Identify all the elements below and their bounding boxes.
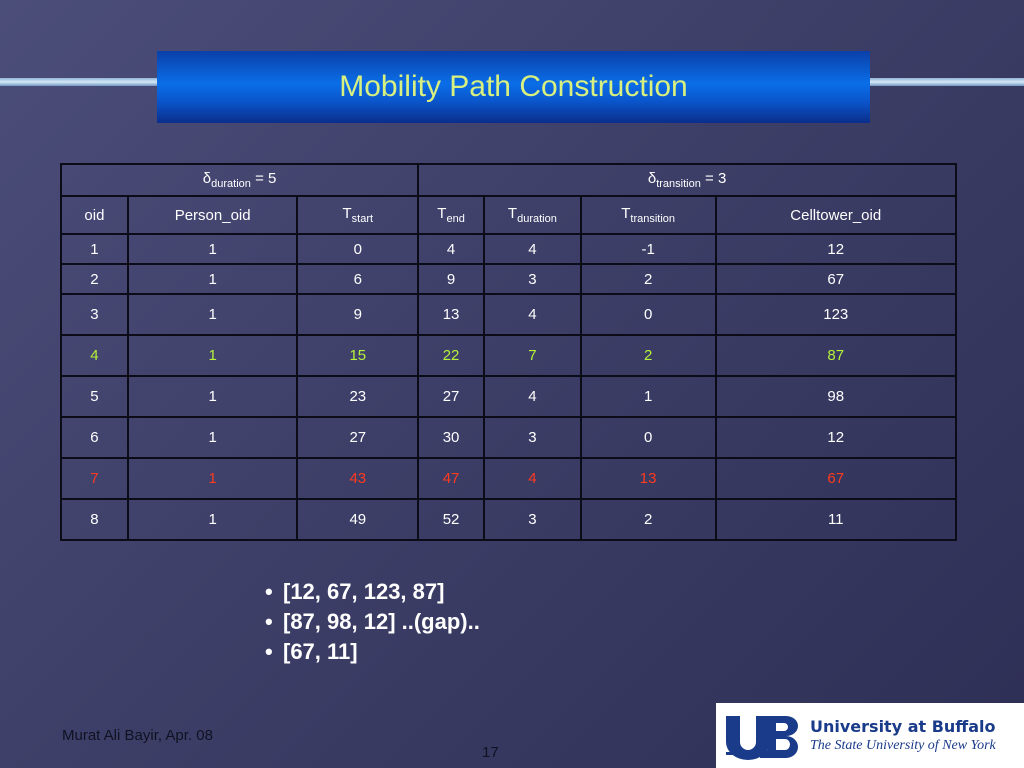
- cell-t-transition: 0: [581, 417, 716, 458]
- cell-t-transition: 2: [581, 335, 716, 376]
- logo-line-university: University at Buffalo: [810, 716, 996, 736]
- list-item: [265, 637, 480, 667]
- cell-t-start: 6: [297, 264, 418, 294]
- cell-t-start: 23: [297, 376, 418, 417]
- bullet-marker: •: [265, 639, 273, 664]
- cell-person-oid: 1: [128, 264, 298, 294]
- page-number: 17: [482, 744, 499, 761]
- column-header-oid: oid: [61, 196, 128, 234]
- title-banner: [157, 51, 870, 123]
- cell-oid: 6: [61, 417, 128, 458]
- column-header-t-start: $T_{start}$: [297, 196, 418, 234]
- cell-celltower-oid: 123: [716, 294, 957, 335]
- cell-t-transition: 13: [581, 458, 716, 499]
- cell-t-end: 47: [418, 458, 484, 499]
- column-header-t-end: $T_{end}$: [418, 196, 484, 234]
- cell-person-oid: 1: [128, 376, 298, 417]
- cell-celltower-oid: 67: [716, 264, 957, 294]
- table-row: [61, 417, 956, 458]
- cell-celltower-oid: 98: [716, 376, 957, 417]
- university-logo: [716, 703, 1024, 768]
- table-row-highlighted-red: [61, 458, 956, 499]
- cell-person-oid: 1: [128, 294, 298, 335]
- column-header-t-duration: $T_{duration}$: [484, 196, 581, 234]
- cell-t-duration: 3: [484, 264, 581, 294]
- cell-t-start: 9: [297, 294, 418, 335]
- bullet-list: [265, 577, 480, 667]
- cell-t-transition: -1: [581, 234, 716, 264]
- cell-celltower-oid: 12: [716, 234, 957, 264]
- cell-t-start: 27: [297, 417, 418, 458]
- table-row: [61, 234, 956, 264]
- cell-t-transition: 2: [581, 264, 716, 294]
- cell-t-start: 43: [297, 458, 418, 499]
- column-header-t-transition: $T_{transition}$: [581, 196, 716, 234]
- cell-oid: 5: [61, 376, 128, 417]
- cell-t-transition: 0: [581, 294, 716, 335]
- cell-celltower-oid: 12: [716, 417, 957, 458]
- cell-t-end: 13: [418, 294, 484, 335]
- cell-t-end: 30: [418, 417, 484, 458]
- cell-person-oid: 1: [128, 417, 298, 458]
- cell-t-end: 27: [418, 376, 484, 417]
- table-row: [61, 294, 956, 335]
- slide-title: Mobility Path Construction: [339, 70, 688, 103]
- cell-t-duration: 7: [484, 335, 581, 376]
- cell-t-duration: 4: [484, 458, 581, 499]
- cell-t-duration: 4: [484, 376, 581, 417]
- bullet-text: [87, 98, 12] ..(gap)..: [283, 609, 480, 634]
- cell-t-transition: 1: [581, 376, 716, 417]
- cell-person-oid: 1: [128, 335, 298, 376]
- table-row: [61, 264, 956, 294]
- table-column-header-row: [61, 196, 956, 234]
- cell-t-duration: 4: [484, 234, 581, 264]
- cell-oid: 3: [61, 294, 128, 335]
- cell-t-start: 15: [297, 335, 418, 376]
- cell-oid: 7: [61, 458, 128, 499]
- cell-t-start: 49: [297, 499, 418, 540]
- cell-t-start: 0: [297, 234, 418, 264]
- cell-t-end: 22: [418, 335, 484, 376]
- table-row-highlighted-green: [61, 335, 956, 376]
- group-header-duration: $\delta_{duration} = 5$: [61, 164, 418, 196]
- cell-oid: 8: [61, 499, 128, 540]
- cell-celltower-oid: 87: [716, 335, 957, 376]
- bullet-marker: •: [265, 579, 273, 604]
- cell-t-end: 9: [418, 264, 484, 294]
- cell-t-end: 4: [418, 234, 484, 264]
- cell-t-duration: 3: [484, 499, 581, 540]
- bullet-text: [67, 11]: [283, 639, 358, 664]
- cell-oid: 4: [61, 335, 128, 376]
- table-row: [61, 499, 956, 540]
- list-item: [265, 577, 480, 607]
- cell-celltower-oid: 67: [716, 458, 957, 499]
- ub-monogram-icon: [724, 712, 802, 760]
- column-header-celltower-oid: Celltower_oid: [716, 196, 957, 234]
- cell-t-duration: 3: [484, 417, 581, 458]
- column-header-person-oid: Person_oid: [128, 196, 298, 234]
- cell-t-end: 52: [418, 499, 484, 540]
- cell-celltower-oid: 11: [716, 499, 957, 540]
- list-item: [265, 607, 480, 637]
- cell-person-oid: 1: [128, 234, 298, 264]
- mobility-table: [60, 163, 957, 541]
- cell-oid: 1: [61, 234, 128, 264]
- cell-person-oid: 1: [128, 499, 298, 540]
- group-header-transition: $\delta_{transition} = 3$: [418, 164, 956, 196]
- logo-text: [810, 717, 996, 755]
- bullet-marker: •: [265, 609, 273, 634]
- cell-t-transition: 2: [581, 499, 716, 540]
- logo-line-state: The State University of New York: [810, 737, 996, 753]
- cell-oid: 2: [61, 264, 128, 294]
- cell-t-duration: 4: [484, 294, 581, 335]
- table-group-header-row: [61, 164, 956, 196]
- table-row: [61, 376, 956, 417]
- author-footer: Murat Ali Bayir, Apr. 08: [62, 727, 213, 744]
- bullet-text: [12, 67, 123, 87]: [283, 579, 445, 604]
- cell-person-oid: 1: [128, 458, 298, 499]
